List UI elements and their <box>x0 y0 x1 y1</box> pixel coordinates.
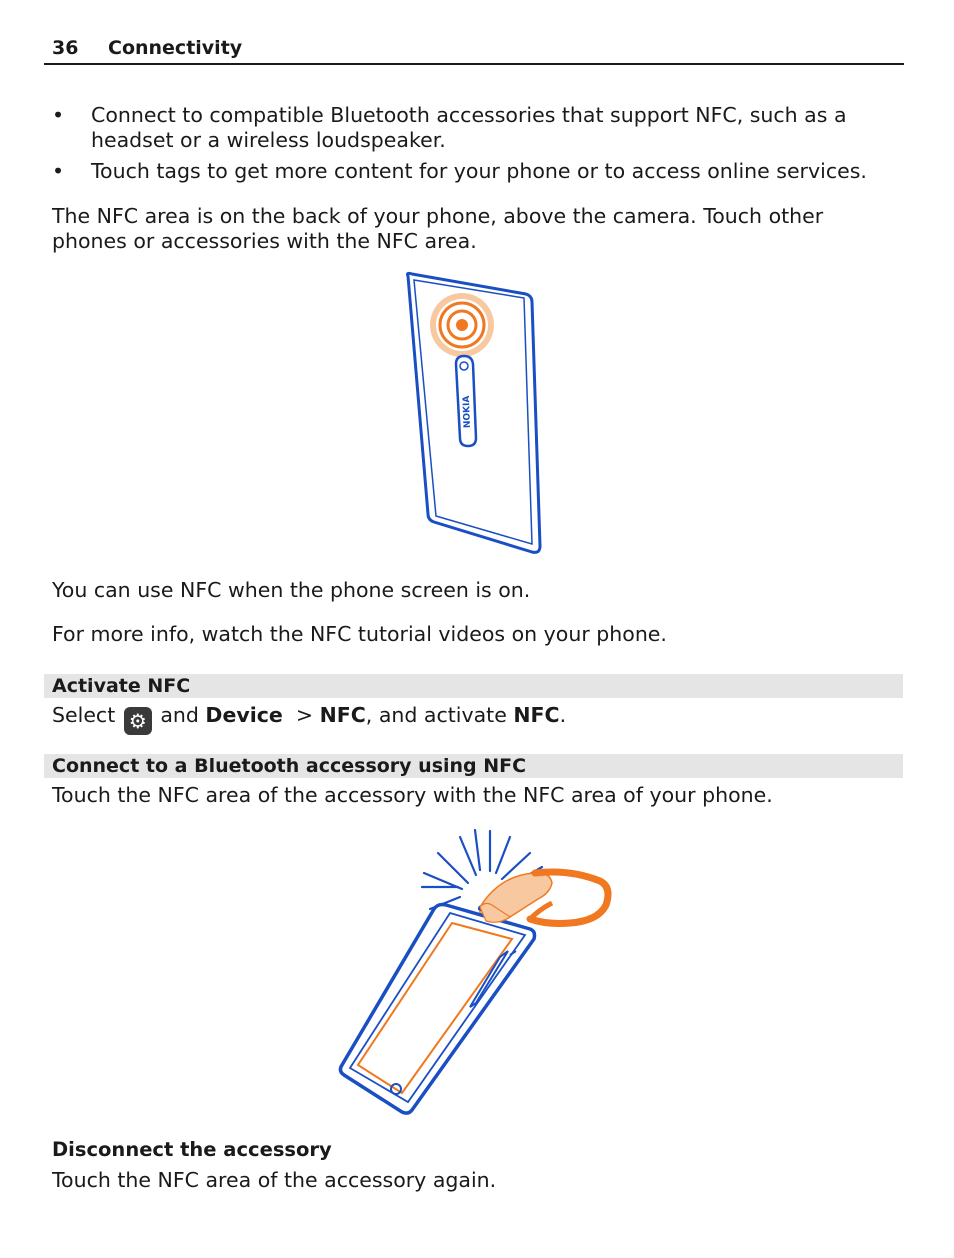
disconnect-heading: Disconnect the accessory <box>52 1138 332 1161</box>
chapter-title: Connectivity <box>108 37 243 59</box>
activate-instruction <box>52 703 566 735</box>
section-heading-activate <box>44 674 903 698</box>
screen-on-paragraph: You can use NFC when the phone screen is on. <box>52 578 531 602</box>
connect-instruction: Touch the NFC area of the accessory with the NFC area of your phone. <box>52 783 773 807</box>
page-number: 36 <box>52 37 79 59</box>
phone-headset-illustration <box>330 825 620 1120</box>
gear-icon: ⚙ <box>124 707 152 735</box>
more-info-paragraph: For more info, watch the NFC tutorial videos on your phone. <box>52 622 667 646</box>
select-word: Select <box>52 703 116 727</box>
brand-logo: NOKIA <box>461 395 473 429</box>
bullet-text: Connect to compatible Bluetooth accessories that support NFC, such as a headset or a wireless loudspeaker. <box>91 103 847 152</box>
bullet-marker: • <box>52 159 65 183</box>
disconnect-instruction: Touch the NFC area of the accessory again. <box>52 1168 497 1192</box>
and-word: and <box>160 703 199 727</box>
section-heading-connect <box>44 754 903 778</box>
section-title: Connect to a Bluetooth accessory using NFC <box>52 755 527 777</box>
device-keyword: Device <box>205 703 283 727</box>
bullet-marker: • <box>52 103 65 127</box>
activate-text: , and activate <box>365 703 507 727</box>
page-header <box>44 37 904 65</box>
nfc-keyword: NFC <box>319 703 366 727</box>
nfc-keyword-2: NFC <box>513 703 560 727</box>
bullet-text: Touch tags to get more content for your phone or to access online services. <box>91 159 867 183</box>
phone-back-illustration <box>400 270 550 560</box>
section-title: Activate NFC <box>52 675 191 697</box>
nfc-area-paragraph: The NFC area is on the back of your phone, above the camera. Touch other phones or accessories with the NFC area. <box>52 204 824 253</box>
period: . <box>559 703 567 727</box>
menu-arrow: > <box>295 703 314 727</box>
